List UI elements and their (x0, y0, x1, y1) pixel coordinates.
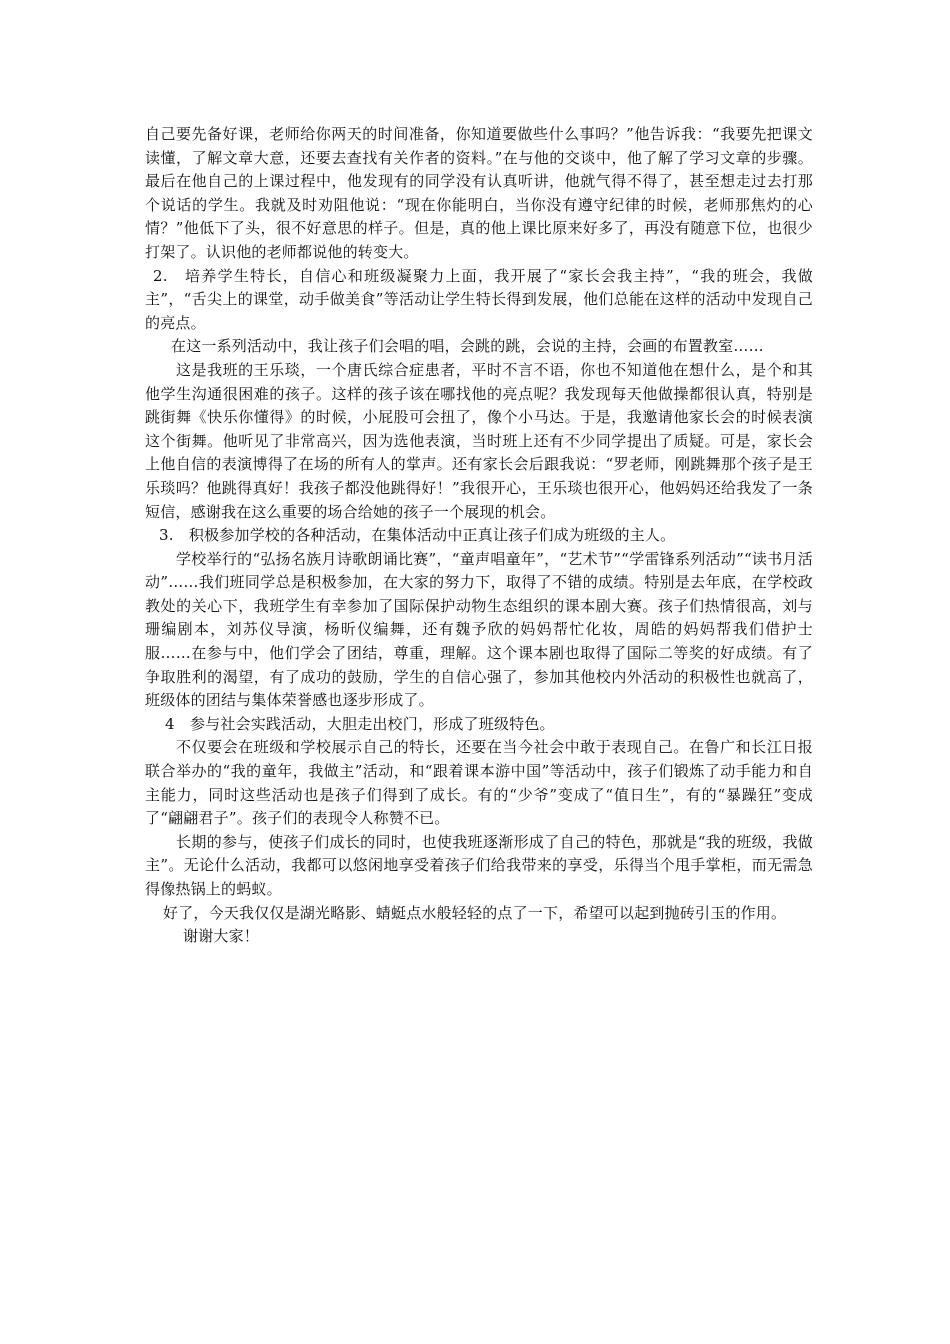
paragraph-2-heading: 2. 培养学生特长，自信心和班级凝聚力上面，我开展了“家长会我主持”，“我的班会，我做主”，“舌尖上的课堂，动手做美食”等活动让学生特长得到发展，他们总能在这样的活动中发现自己的亮点。 (145, 266, 813, 332)
paragraph-10: 好了，今天我仅仅是湖光略影、蜻蜓点水般轻轻的点了一下，希望可以起到抛砖引玉的作用。 (163, 903, 787, 922)
paragraph-1: 自己要先备好课，老师给你两天的时间准备，你知道要做些什么事吗？”他告诉我：“我要先把课文读懂，了解文章大意，还要去查找有关作者的资料。”在与他的交谈中，他了解了学习文章的步骤。最后在他自己的上课过程中，他发现有的同学没有认真听讲，他就气得不得了，甚至想走过去打那个说话的学生。我就及时劝阻他说：“现在你能明白，当你没有遵守纪律的时候，老师那焦灼的心情？”他低下了头，很不好意思的样子。但是，真的他上课比原来好多了，再没有随意下位，也很少打架了。认识他的老师都说他的转变大。 (145, 125, 813, 261)
paragraph-6: 学校举行的“弘扬名族月诗歌朗诵比赛”，“童声唱童年”，“艺术节”“学雷锋系列活动”“读书月活动”……我们班同学总是积极参加，在大家的努力下，取得了不错的成绩。特别是去年底，在学校政教处的关心下，我班学生有幸参加了国际保护动物生态组织的课本剧大赛。孩子们热情很高，刘与珊编剧本，刘苏仪导演，杨昕仪编舞，还有魏予欣的妈妈帮忙化妆，周皓的妈妈帮我们借护士服……在参与中，他们学会了团结，尊重，理解。这个课本剧也取得了国际二等奖的好成绩。有了争取胜利的渴望，有了成功的鼓励，学生的自信心强了，参加其他校内外活动的积极性也就高了，班级体的团结与集体荣誉感也逐步形成了。 (145, 549, 813, 710)
paragraph-9: 长期的参与，使孩子们成长的同时，也使我班逐渐形成了自己的特色，那就是“我的班级，我做主”。无论什么活动，我都可以悠闲地享受着孩子们给我带来的享受，乐得当个甩手掌柜，而无需急得像热锅上的蚂蚁。 (145, 832, 813, 898)
document-body (145, 123, 813, 949)
paragraph-4: 这是我班的王乐琰，一个唐氏综合症患者，平时不言不语，你也不知道他在想什么，是个和其他学生沟通很困难的孩子。这样的孩子该在哪找他的亮点呢？我发现每天他做操都很认真，特别是跳街舞《快乐你懂得》的时候，小屁股可会扭了，像个小马达。于是，我邀请他家长会的时候表演这个街舞。他听见了非常高兴，因为选他表演，当时班上还有不少同学提出了质疑。可是，家长会上他自信的表演博得了在场的所有人的掌声。还有家长会后跟我说：“罗老师，刚跳舞那个孩子是王乐琰吗？他跳得真好！我孩子都没他跳得好！”我很开心，王乐琰也很开心，他妈妈还给我发了一条短信，感谢我在这么重要的场合给她的孩子一个展现的机会。 (145, 360, 813, 521)
paragraph-5-heading: 3. 积极参加学校的各种活动，在集体活动中正真让孩子们成为班级的主人。 (159, 526, 676, 545)
paragraph-3: 在这一系列活动中，我让孩子们会唱的唱，会跳的跳，会说的主持，会画的布置教室…… (171, 337, 764, 356)
paragraph-7-heading: 4 参与社会实践活动，大胆走出校门，形成了班级特色。 (165, 714, 555, 733)
paragraph-8: 不仅要会在班级和学校展示自己的特长，还要在当今社会中敢于表现自己。在鲁广和长江日报联合举办的“我的童年，我做主”活动，和“跟着课本游中国”等活动中，孩子们锻炼了动手能力和自主能力，同时这些活动也是孩子们得到了成长。有的“少爷”变成了“值日生”，有的“暴躁狂”变成了“翩翩君子”。孩子们的表现令人称赞不已。 (145, 738, 813, 828)
paragraph-11-closing: 谢谢大家！ (183, 927, 260, 946)
